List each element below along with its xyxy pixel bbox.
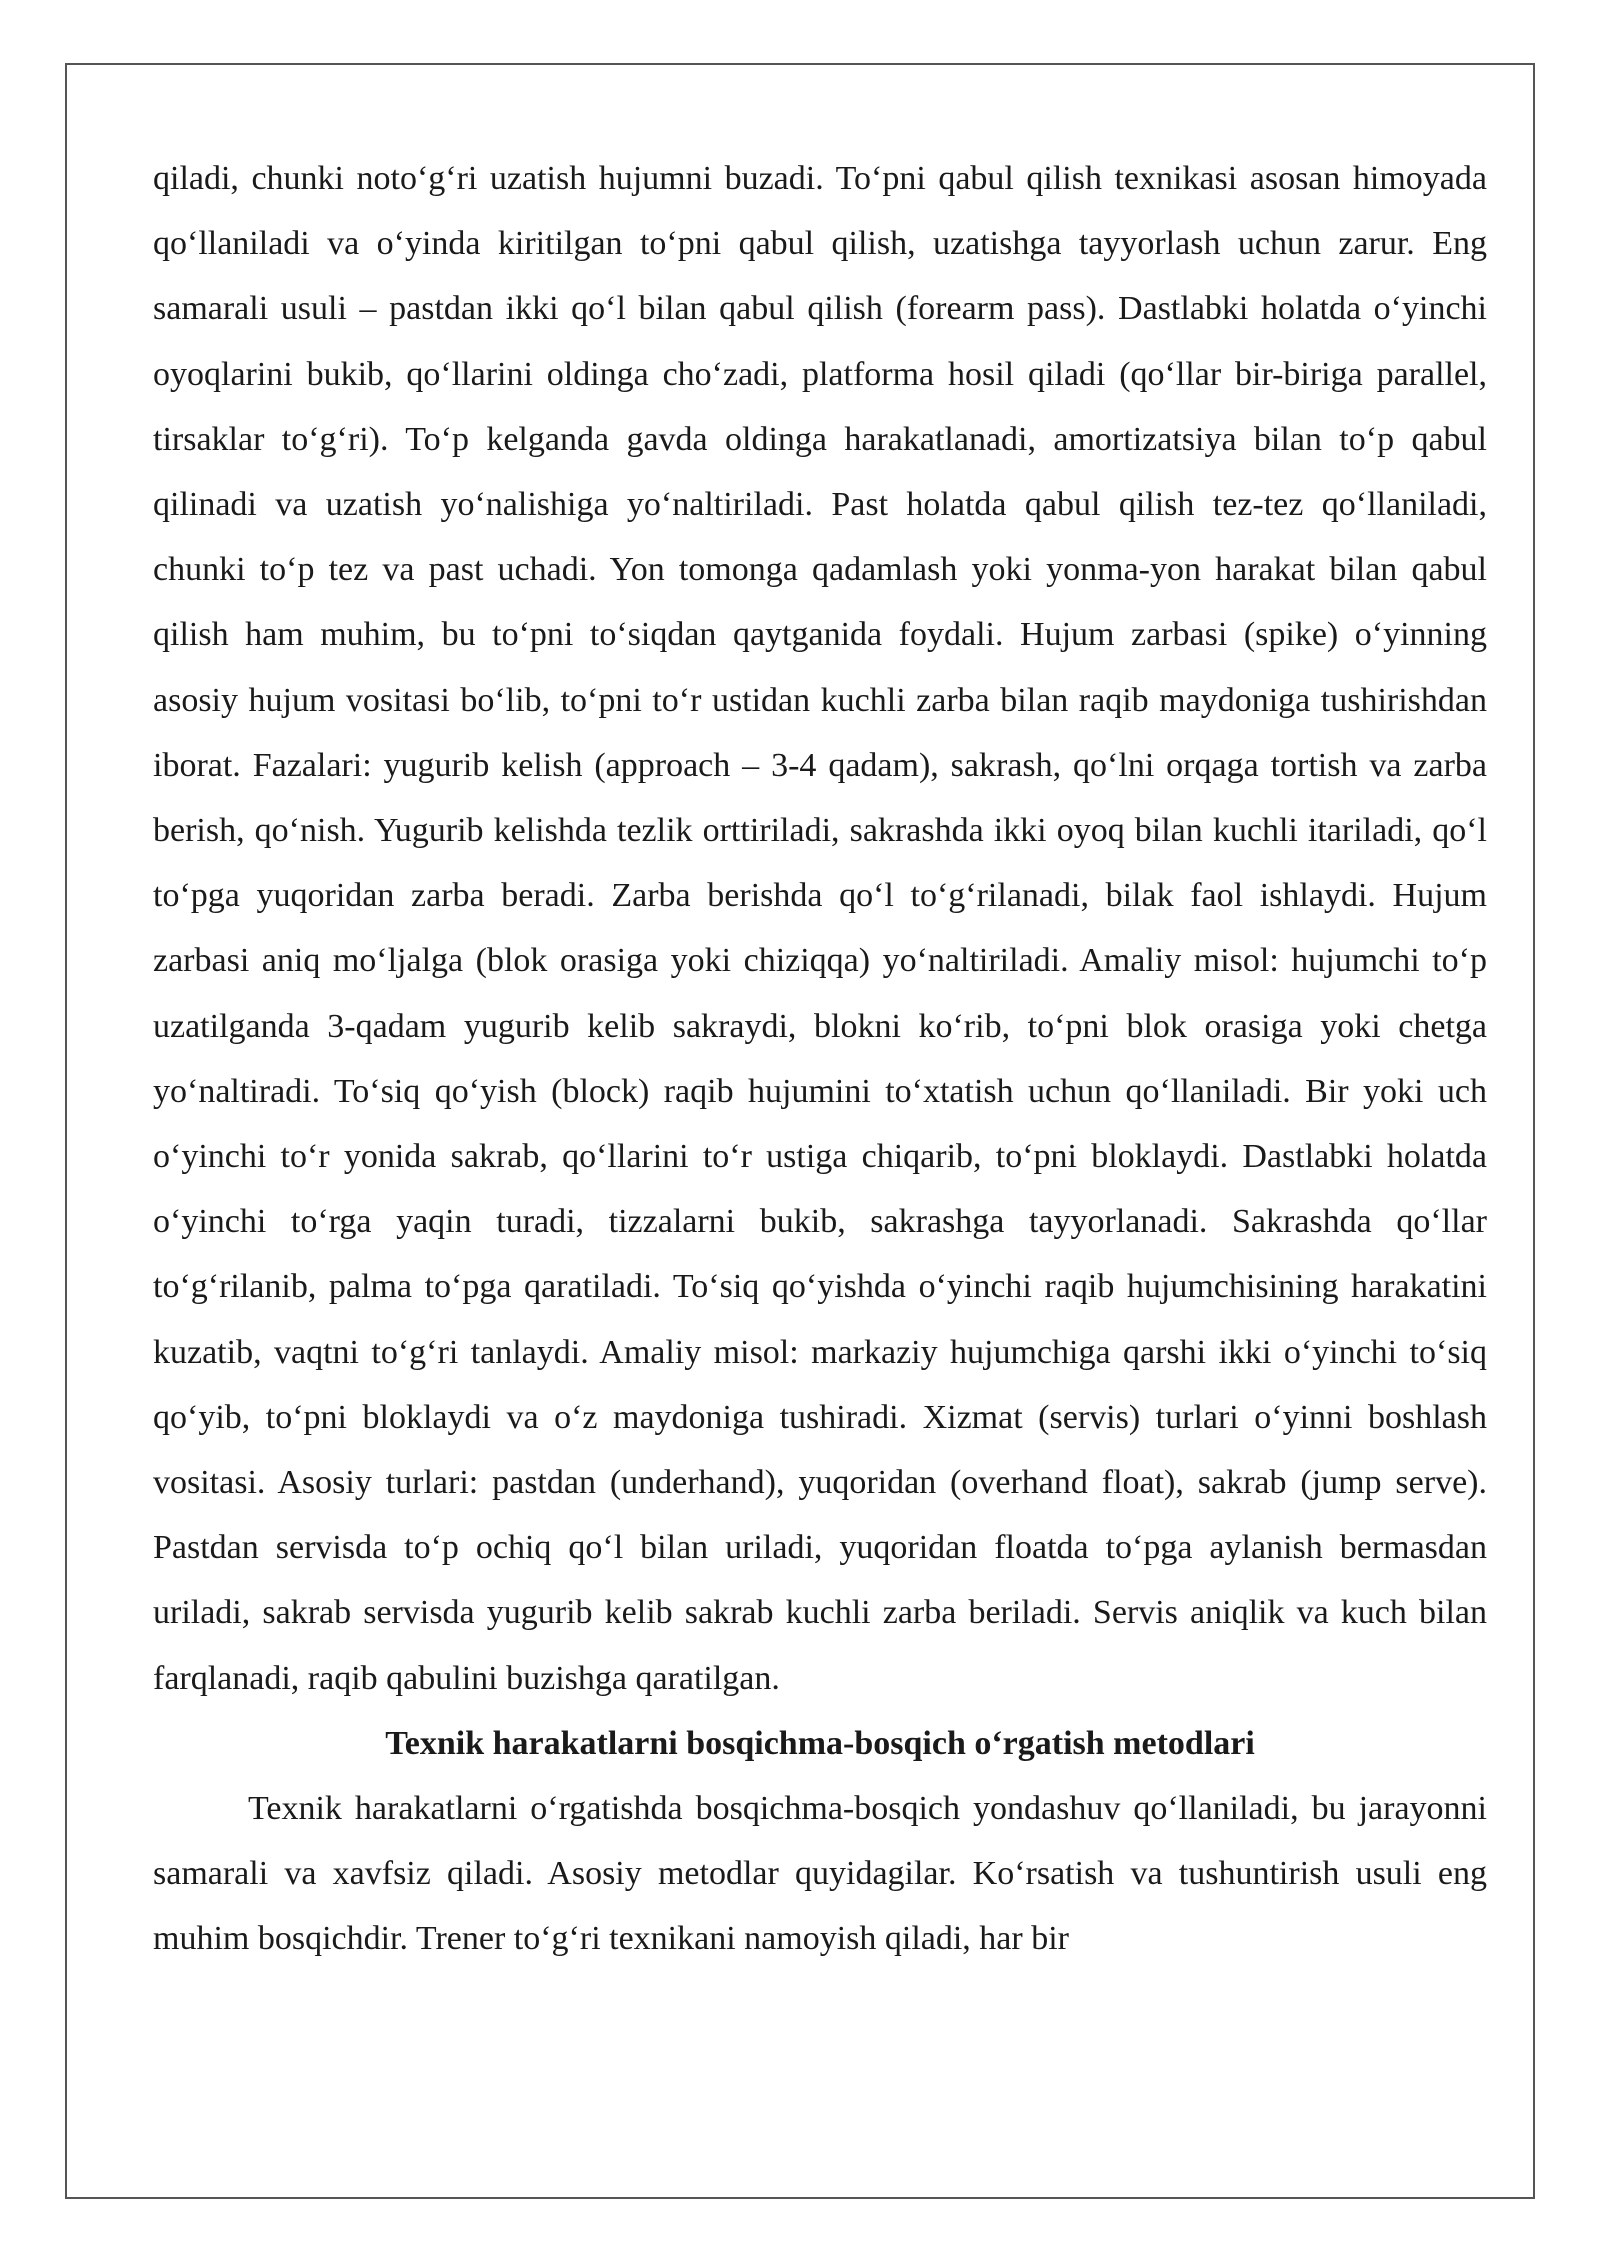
body-paragraph-methods: Texnik harakatlarni o‘rgatishda bosqichma-bosqich yondashuv qo‘llaniladi, bu jarayonni samarali va xavfsiz qiladi. Asosiy metodlar quyidagilar. Ko‘rsatish va tushuntirish usuli eng muhim bosqichdir. Trener to‘g‘ri texnikani namoyish qiladi, har bir — [153, 1790, 1487, 1958]
body-paragraph-continued: qiladi, chunki noto‘g‘ri uzatish hujumni buzadi. To‘pni qabul qilish texnikasi asosan himoyada qo‘llaniladi va o‘yinda kiritilgan to‘pni qabul qilish, uzatishga tayyorlash uchun zarur. Eng samarali usuli – pastdan ikki qo‘l bilan qabul qilish (forearm pass). Dastlabki holatda o‘yinchi oyoqlarini bukib, qo‘llarini oldinga cho‘zadi, platforma hosil qiladi (qo‘llar bir-biriga parallel, tirsaklar to‘g‘ri). To‘p kelganda gavda oldinga harakatlanadi, amortizatsiya bilan to‘p qabul qilinadi va uzatish yo‘nalishiga yo‘naltiriladi. Past holatda qabul qilish tez-tez qo‘llaniladi, chunki to‘p tez va past uchadi. Yon tomonga qadamlash yoki yonma-yon harakat bilan qabul qilish ham muhim, bu to‘pni to‘siqdan qaytganida foydali. Hujum zarbasi (spike) o‘yinning asosiy hujum vositasi bo‘lib, to‘pni to‘r ustidan kuchli zarba bilan raqib maydoniga tushirishdan iborat. Fazalari: yugurib kelish (approach – 3-4 qadam), sakrash, qo‘lni orqaga tortish va zarba berish, qo‘nish. Yugurib kelishda tezlik orttiriladi, sakrashda ikki oyoq bilan kuchli itariladi, qo‘l to‘pga yuqoridan zarba beradi. Zarba berishda qo‘l to‘g‘rilanadi, bilak faol ishlaydi. Hujum zarbasi aniq mo‘ljalga (blok orasiga yoki chiziqqa) yo‘naltiriladi. Amaliy misol: hujumchi to‘p uzatilganda 3-qadam yugurib kelib sakraydi, blokni ko‘rib, to‘pni blok orasiga yoki chetga yo‘naltiradi. To‘siq qo‘yish (block) raqib hujumini to‘xtatish uchun qo‘llaniladi. Bir yoki uch o‘yinchi to‘r yonida sakrab, qo‘llarini to‘r ustiga chiqarib, to‘pni bloklaydi. Dastlabki holatda o‘yinchi to‘rga yaqin turadi, tizzalarni bukib, sakrashga tayyorlanadi. Sakrashda qo‘llar to‘g‘rilanib, palma to‘pga qaratiladi. To‘siq qo‘yishda o‘yinchi raqib hujumchisining harakatini kuzatib, vaqtni to‘g‘ri tanlaydi. Amaliy misol: markaziy hujumchiga qarshi ikki o‘yinchi to‘siq qo‘yib, to‘pni bloklaydi va o‘z maydoniga tushiradi. Xizmat (servis) turlari o‘yinni boshlash vositasi. Asosiy turlari: pastdan (underhand), yuqoridan (overhand float), sakrab (jump serve). Pastdan servisda to‘p ochiq qo‘l bilan uriladi, yuqoridan floatda to‘pga aylanish bermasdan uriladi, sakrab servisda yugurib kelib sakrab kuchli zarba beriladi. Servis aniqlik va kuch bilan farqlanadi, raqib qabulini buzishga qaratilgan. — [153, 160, 1487, 1697]
section-heading: Texnik harakatlarni bosqichma-bosqich o‘rgatish metodlari — [385, 1724, 1255, 1762]
page-content — [153, 146, 1487, 1972]
